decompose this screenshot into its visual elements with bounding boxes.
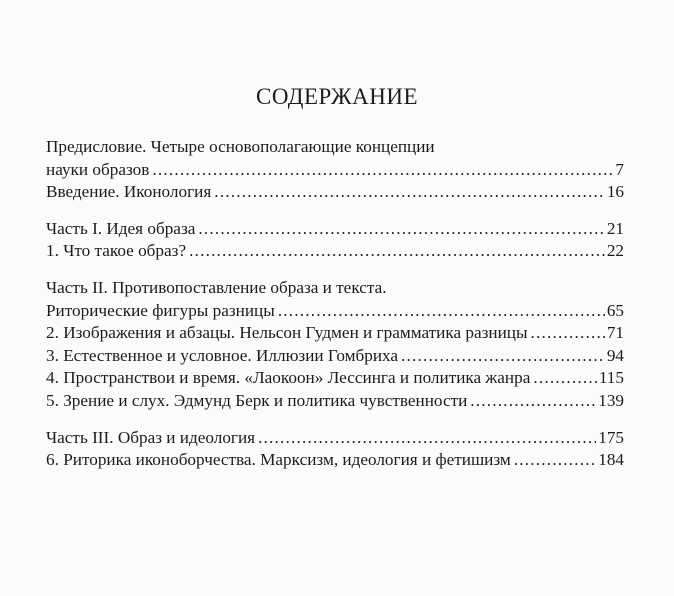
- toc-entry[interactable]: [46, 159, 624, 182]
- toc-page-number: 22: [606, 241, 624, 261]
- toc-entry[interactable]: [46, 367, 624, 390]
- dot-leader: [152, 159, 613, 182]
- toc-page-number: 65: [606, 300, 624, 320]
- toc-group-part-1: [46, 218, 624, 263]
- toc-entry-title: 1. Что такое образ?: [46, 241, 187, 261]
- toc-group-front-matter: [46, 136, 624, 204]
- dot-leader: [214, 181, 605, 204]
- dot-leader: [401, 345, 605, 368]
- toc-entry-title: Риторические фигуры разницы: [46, 300, 275, 320]
- dot-leader: [514, 449, 596, 472]
- toc-entry[interactable]: [46, 427, 624, 450]
- toc-entry-title: 3. Естественное и условное. Иллюзии Гомбриха: [46, 345, 399, 365]
- toc-entry-title-line1: Часть II. Противопоставление образа и текста.: [46, 277, 387, 297]
- toc-entry[interactable]: [46, 240, 624, 263]
- toc-page-number: 115: [598, 368, 624, 388]
- page-title: СОДЕРЖАНИЕ: [255, 84, 418, 109]
- table-of-contents: [46, 136, 624, 472]
- toc-entry[interactable]: [46, 181, 624, 204]
- toc-entry-title: 5. Зрение и слух. Эдмунд Берк и политика чувственности: [46, 390, 468, 410]
- toc-group-part-3: [46, 427, 624, 472]
- toc-page-number: 184: [598, 450, 624, 470]
- toc-entry-title: Часть III. Образ и идеология: [46, 427, 256, 447]
- dot-leader: [258, 427, 596, 450]
- toc-page-number: 71: [606, 323, 624, 343]
- toc-entry-first-line: [46, 277, 624, 300]
- toc-entry-title: Введение. Иконология: [46, 182, 212, 202]
- toc-entry[interactable]: [46, 322, 624, 345]
- group-spacer: [46, 263, 624, 277]
- toc-entry[interactable]: [46, 345, 624, 368]
- toc-page-number: 175: [598, 427, 624, 447]
- toc-group-part-2: [46, 277, 624, 413]
- toc-entry-title: 6. Риторика иконоборчества. Марксизм, идеология и фетишизм: [46, 450, 511, 470]
- toc-page-number: 139: [598, 390, 624, 410]
- toc-entry-title-line1: Предисловие. Четыре основополагающие концепции: [46, 137, 435, 156]
- toc-entry-title: Часть I. Идея образа: [46, 218, 196, 238]
- dot-leader: [531, 322, 605, 345]
- dot-leader: [533, 367, 596, 390]
- toc-page-number: 94: [606, 345, 624, 365]
- toc-entry-title: науки образов: [46, 159, 150, 179]
- toc-page-number: 21: [606, 218, 624, 238]
- toc-page-number: 7: [615, 159, 624, 179]
- dot-leader: [470, 390, 596, 413]
- toc-page-number: 16: [606, 182, 624, 202]
- group-spacer: [46, 413, 624, 427]
- toc-entry[interactable]: [46, 390, 624, 413]
- toc-entry-title: 4. Пространствои и время. «Лаокоон» Лессинга и политика жанра: [46, 368, 531, 388]
- toc-entry[interactable]: [46, 300, 624, 323]
- group-spacer: [46, 204, 624, 218]
- toc-entry[interactable]: [46, 449, 624, 472]
- dot-leader: [198, 218, 604, 241]
- dot-leader: [278, 300, 605, 323]
- toc-entry-first-line: [46, 136, 624, 159]
- toc-entry-title: 2. Изображения и абзацы. Нельсон Гудмен и грамматика разницы: [46, 323, 528, 343]
- dot-leader: [189, 240, 605, 263]
- toc-entry[interactable]: [46, 218, 624, 241]
